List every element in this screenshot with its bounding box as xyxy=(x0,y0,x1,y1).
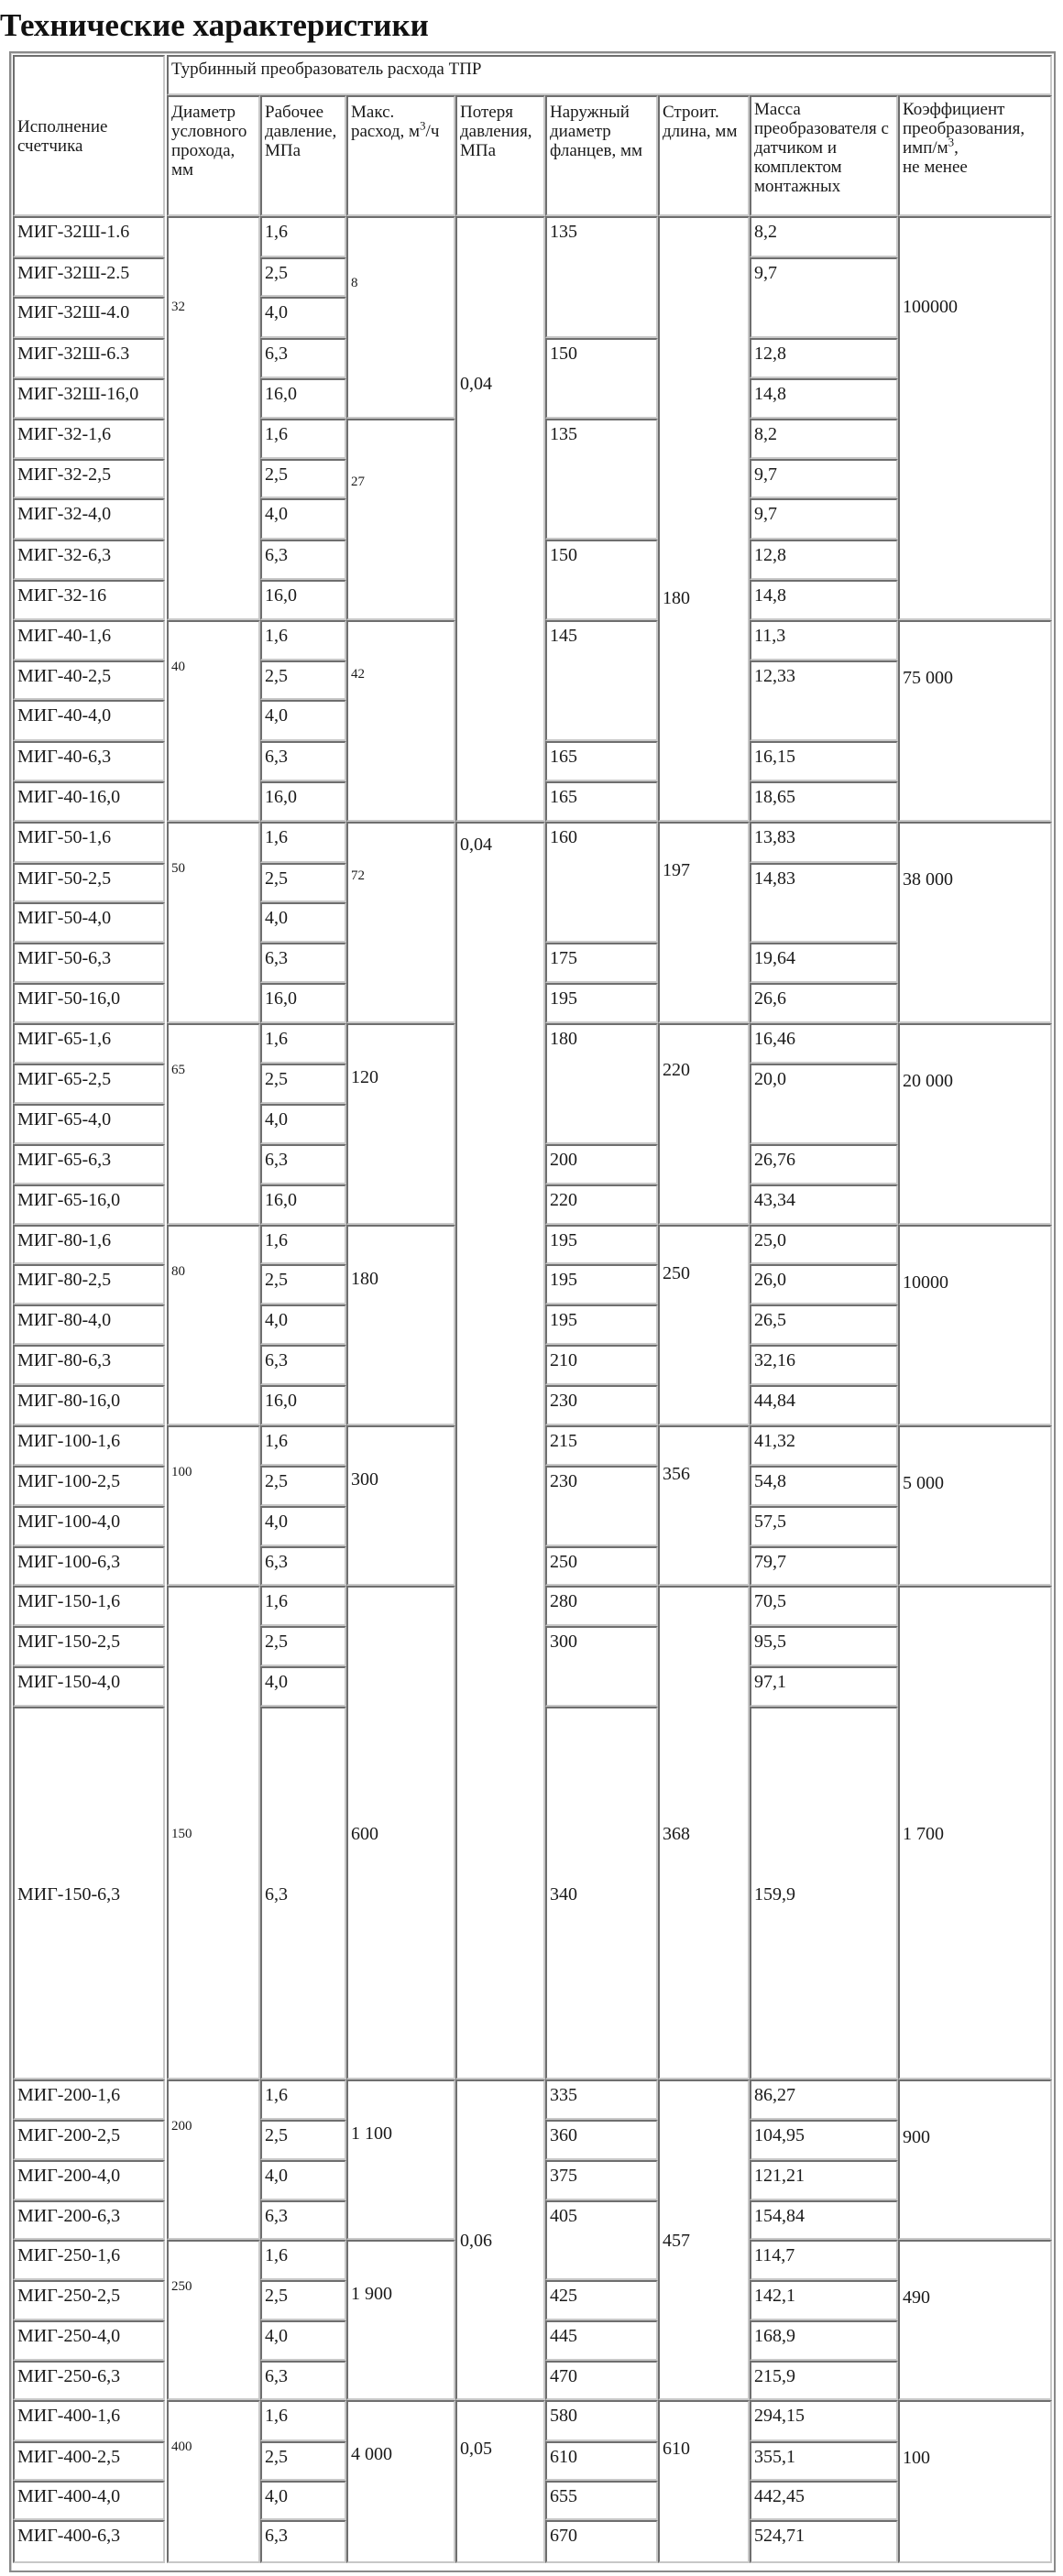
table-row-model: МИГ-150-2,5 xyxy=(13,1626,165,1666)
table-row-pressure: 2,5 xyxy=(260,2441,346,2481)
table-row-model: МИГ-40-4,0 xyxy=(13,700,165,741)
header-pressure-loss xyxy=(455,95,545,216)
table-row-pressure: 6,3 xyxy=(260,741,346,781)
table-row-model: МИГ-50-6,3 xyxy=(13,943,165,983)
header-pressure-text: Рабочее давление, МПа xyxy=(265,103,337,160)
table-row-pressure: 16,0 xyxy=(260,1385,346,1425)
mass-cell: 86,27 xyxy=(750,2079,898,2120)
table-row-pressure: 6,3 xyxy=(260,540,346,580)
diameter-cell: 80 xyxy=(167,1225,260,1425)
diameter-cell: 100 xyxy=(167,1425,260,1586)
mass-cell: 54,8 xyxy=(750,1466,898,1506)
mass-cell: 168,9 xyxy=(750,2320,898,2361)
page-title: Технические характеристики xyxy=(0,7,429,43)
mass-cell: 26,76 xyxy=(750,1144,898,1184)
flange-diameter-cell: 195 xyxy=(545,983,658,1023)
mass-cell: 18,65 xyxy=(750,781,898,822)
header-pressure-loss-text: Потеря давления, МПа xyxy=(460,103,532,160)
table-row-pressure: 2,5 xyxy=(260,2280,346,2320)
mass-cell: 355,1 xyxy=(750,2441,898,2481)
table-row-pressure: 4,0 xyxy=(260,2481,346,2520)
table-row-pressure: 6,3 xyxy=(260,1144,346,1184)
build-length-cell: 180 xyxy=(658,216,750,822)
build-length-cell: 356 xyxy=(658,1425,750,1586)
table-row-pressure: 4,0 xyxy=(260,2160,346,2200)
table-row-pressure: 1,6 xyxy=(260,2079,346,2120)
header-coef-unit: имп/м xyxy=(903,138,948,158)
flange-diameter-cell: 375 xyxy=(545,2160,658,2200)
table-row-model: МИГ-65-16,0 xyxy=(13,1184,165,1225)
mass-cell: 11,3 xyxy=(750,620,898,660)
table-row-pressure: 6,3 xyxy=(260,2200,346,2240)
flange-diameter-cell: 215 xyxy=(545,1425,658,1466)
table-row-pressure: 2,5 xyxy=(260,2120,346,2160)
table-row-model: МИГ-50-2,5 xyxy=(13,863,165,902)
table-row-pressure: 1,6 xyxy=(260,1425,346,1466)
mass-cell: 104,95 xyxy=(750,2120,898,2160)
diameter-cell: 32 xyxy=(167,216,260,620)
build-length-cell: 457 xyxy=(658,2079,750,2400)
header-flange-diameter xyxy=(545,95,658,216)
flange-diameter-cell: 135 xyxy=(545,419,658,540)
mass-cell: 19,64 xyxy=(750,943,898,983)
mass-cell: 9,7 xyxy=(750,498,898,540)
table-row-model: МИГ-40-16,0 xyxy=(13,781,165,822)
build-length-cell: 197 xyxy=(658,822,750,1023)
mass-cell: 70,5 xyxy=(750,1586,898,1626)
flange-diameter-cell: 145 xyxy=(545,620,658,741)
max-flow-cell: 1 900 xyxy=(346,2240,455,2400)
header-pressure xyxy=(260,95,346,216)
table-row-pressure: 6,3 xyxy=(260,338,346,378)
mass-cell: 14,8 xyxy=(750,378,898,419)
pressure-loss-cell: 0,06 xyxy=(455,2079,545,2400)
max-flow-cell: 300 xyxy=(346,1425,455,1586)
table-row-model: МИГ-50-1,6 xyxy=(13,822,165,863)
mass-cell: 442,45 xyxy=(750,2481,898,2520)
table-row-model: МИГ-80-16,0 xyxy=(13,1385,165,1425)
header-coefficient xyxy=(898,95,1052,216)
coefficient-cell: 5 000 xyxy=(898,1425,1052,1586)
table-row-model: МИГ-400-6,3 xyxy=(13,2520,165,2563)
table-row-model: МИГ-200-2,5 xyxy=(13,2120,165,2160)
table-row-model: МИГ-32-16 xyxy=(13,580,165,620)
table-row-model: МИГ-32-6,3 xyxy=(13,540,165,580)
table-row-model: МИГ-50-16,0 xyxy=(13,983,165,1023)
mass-cell: 215,9 xyxy=(750,2361,898,2400)
table-row-pressure: 1,6 xyxy=(260,620,346,660)
header-coef-line1: Коэффициент преобразования, xyxy=(903,100,1025,138)
table-row-pressure: 1,6 xyxy=(260,1586,346,1626)
coefficient-cell: 490 xyxy=(898,2240,1052,2400)
header-diameter-text: Диаметр условного прохода, мм xyxy=(171,103,247,180)
table-row-pressure: 1,6 xyxy=(260,822,346,863)
mass-cell: 57,5 xyxy=(750,1506,898,1546)
table-row-pressure: 1,6 xyxy=(260,419,346,459)
mass-cell: 16,15 xyxy=(750,741,898,781)
coefficient-cell: 75 000 xyxy=(898,620,1052,822)
table-row-pressure: 6,3 xyxy=(260,1707,346,2079)
flange-diameter-cell: 200 xyxy=(545,1144,658,1184)
table-row-model: МИГ-400-2,5 xyxy=(13,2441,165,2481)
header-flange-diameter-text: Наружный диаметр фланцев, мм xyxy=(550,103,643,160)
mass-cell: 44,84 xyxy=(750,1385,898,1425)
diameter-cell: 250 xyxy=(167,2240,260,2400)
flange-diameter-cell: 300 xyxy=(545,1626,658,1707)
coefficient-cell: 900 xyxy=(898,2079,1052,2240)
table-row-model: МИГ-100-2,5 xyxy=(13,1466,165,1506)
table-row-pressure: 2,5 xyxy=(260,257,346,297)
flange-diameter-cell: 470 xyxy=(545,2361,658,2400)
coefficient-cell: 38 000 xyxy=(898,822,1052,1023)
mass-cell: 26,5 xyxy=(750,1304,898,1345)
table-row-pressure: 6,3 xyxy=(260,1546,346,1586)
table-row-pressure: 4,0 xyxy=(260,700,346,741)
max-flow-cell: 72 xyxy=(346,822,455,1023)
header-max-flow-text: Макс. расход, м xyxy=(351,103,421,141)
flange-diameter-cell: 610 xyxy=(545,2441,658,2481)
table-row-model: МИГ-250-4,0 xyxy=(13,2320,165,2361)
flange-diameter-cell: 195 xyxy=(545,1225,658,1264)
table-row-pressure: 2,5 xyxy=(260,1626,346,1666)
table-row-model: МИГ-32-4,0 xyxy=(13,498,165,540)
pressure-loss-cell: 0,04 xyxy=(455,822,545,2079)
pressure-loss-cell: 0,04 xyxy=(455,216,545,822)
header-build-length-text: Строит. длина, мм xyxy=(663,103,738,141)
header-coef-line3: не менее xyxy=(903,158,968,177)
flange-diameter-cell: 180 xyxy=(545,1023,658,1144)
mass-cell: 9,7 xyxy=(750,459,898,498)
header-build-length xyxy=(658,95,750,216)
flange-diameter-cell: 670 xyxy=(545,2520,658,2563)
table-row-pressure: 1,6 xyxy=(260,2240,346,2280)
header-max-flow xyxy=(346,95,455,216)
table-row-model: МИГ-200-6,3 xyxy=(13,2200,165,2240)
table-row-pressure: 1,6 xyxy=(260,2400,346,2441)
header-group-text: Турбинный преобразователь расхода ТПР xyxy=(171,60,482,79)
flange-diameter-cell: 195 xyxy=(545,1304,658,1345)
mass-cell: 95,5 xyxy=(750,1626,898,1666)
specs-table xyxy=(9,51,1056,2572)
table-row-pressure: 1,6 xyxy=(260,1225,346,1264)
max-flow-cell: 4 000 xyxy=(346,2400,455,2563)
flange-diameter-cell: 335 xyxy=(545,2079,658,2120)
diameter-cell: 400 xyxy=(167,2400,260,2563)
table-row-model: МИГ-80-1,6 xyxy=(13,1225,165,1264)
mass-cell: 13,83 xyxy=(750,822,898,863)
table-row-model: МИГ-250-2,5 xyxy=(13,2280,165,2320)
max-flow-cell: 27 xyxy=(346,419,455,620)
table-row-pressure: 1,6 xyxy=(260,216,346,257)
mass-cell: 14,8 xyxy=(750,580,898,620)
flange-diameter-cell: 340 xyxy=(545,1707,658,2079)
table-row-pressure: 4,0 xyxy=(260,1304,346,1345)
flange-diameter-cell: 175 xyxy=(545,943,658,983)
table-row-model: МИГ-32-2,5 xyxy=(13,459,165,498)
flange-diameter-cell: 405 xyxy=(545,2200,658,2280)
table-row-model: МИГ-100-1,6 xyxy=(13,1425,165,1466)
table-row-model: МИГ-150-6,3 xyxy=(13,1707,165,2079)
mass-cell: 12,8 xyxy=(750,540,898,580)
table-row-model: МИГ-40-6,3 xyxy=(13,741,165,781)
flange-diameter-cell: 280 xyxy=(545,1586,658,1626)
table-row-model: МИГ-400-4,0 xyxy=(13,2481,165,2520)
table-row-model: МИГ-65-1,6 xyxy=(13,1023,165,1064)
flange-diameter-cell: 165 xyxy=(545,741,658,781)
mass-cell: 8,2 xyxy=(750,216,898,257)
max-flow-cell: 120 xyxy=(346,1023,455,1225)
table-row-model: МИГ-100-6,3 xyxy=(13,1546,165,1586)
diameter-cell: 65 xyxy=(167,1023,260,1225)
mass-cell: 25,0 xyxy=(750,1225,898,1264)
mass-cell: 8,2 xyxy=(750,419,898,459)
diameter-cell: 50 xyxy=(167,822,260,1023)
header-mass-text: Масса преобразователя с датчиком и комплектом монтажных xyxy=(754,100,889,196)
coefficient-cell: 1 700 xyxy=(898,1586,1052,2079)
table-row-pressure: 4,0 xyxy=(260,1104,346,1144)
coefficient-cell: 100000 xyxy=(898,216,1052,620)
table-row-model: МИГ-40-2,5 xyxy=(13,660,165,700)
table-row-model: МИГ-100-4,0 xyxy=(13,1506,165,1546)
table-row-model: МИГ-250-6,3 xyxy=(13,2361,165,2400)
mass-cell: 12,8 xyxy=(750,338,898,378)
diameter-cell: 200 xyxy=(167,2079,260,2240)
mass-cell: 26,0 xyxy=(750,1264,898,1304)
table-row-pressure: 4,0 xyxy=(260,498,346,540)
mass-cell: 20,0 xyxy=(750,1064,898,1144)
build-length-cell: 610 xyxy=(658,2400,750,2563)
mass-cell: 9,7 xyxy=(750,257,898,338)
mass-cell: 43,34 xyxy=(750,1184,898,1225)
max-flow-cell: 180 xyxy=(346,1225,455,1425)
table-row-pressure: 16,0 xyxy=(260,580,346,620)
table-row-model: МИГ-65-4,0 xyxy=(13,1104,165,1144)
diameter-cell: 40 xyxy=(167,620,260,822)
table-row-pressure: 4,0 xyxy=(260,2320,346,2361)
table-row-pressure: 4,0 xyxy=(260,902,346,943)
mass-cell: 294,15 xyxy=(750,2400,898,2441)
table-row-model: МИГ-80-2,5 xyxy=(13,1264,165,1304)
max-flow-cell: 8 xyxy=(346,216,455,419)
table-row-pressure: 6,3 xyxy=(260,2520,346,2563)
flange-diameter-cell: 150 xyxy=(545,338,658,419)
max-flow-cell: 600 xyxy=(346,1586,455,2079)
table-row-model: МИГ-32Ш-6.3 xyxy=(13,338,165,378)
mass-cell: 154,84 xyxy=(750,2200,898,2240)
table-row-model: МИГ-65-2,5 xyxy=(13,1064,165,1104)
header-max-flow-suffix: /ч xyxy=(425,122,440,141)
flange-diameter-cell: 150 xyxy=(545,540,658,620)
table-row-model: МИГ-80-4,0 xyxy=(13,1304,165,1345)
table-row-pressure: 2,5 xyxy=(260,459,346,498)
flange-diameter-cell: 230 xyxy=(545,1385,658,1425)
table-row-model: МИГ-50-4,0 xyxy=(13,902,165,943)
flange-diameter-cell: 425 xyxy=(545,2280,658,2320)
table-row-pressure: 6,3 xyxy=(260,1345,346,1385)
mass-cell: 524,71 xyxy=(750,2520,898,2563)
coefficient-cell: 100 xyxy=(898,2400,1052,2563)
flange-diameter-cell: 655 xyxy=(545,2481,658,2520)
mass-cell: 142,1 xyxy=(750,2280,898,2320)
table-row-pressure: 16,0 xyxy=(260,983,346,1023)
table-row-pressure: 1,6 xyxy=(260,1023,346,1064)
table-row-pressure: 4,0 xyxy=(260,297,346,338)
build-length-cell: 368 xyxy=(658,1586,750,2079)
mass-cell: 12,33 xyxy=(750,660,898,741)
table-row-pressure: 16,0 xyxy=(260,781,346,822)
mass-cell: 32,16 xyxy=(750,1345,898,1385)
table-row-model: МИГ-65-6,3 xyxy=(13,1144,165,1184)
table-row-model: МИГ-400-1,6 xyxy=(13,2400,165,2441)
flange-diameter-cell: 360 xyxy=(545,2120,658,2160)
header-coef-unit-sup: 3 xyxy=(948,135,955,149)
table-row-pressure: 16,0 xyxy=(260,1184,346,1225)
max-flow-cell: 1 100 xyxy=(346,2079,455,2240)
table-row-pressure: 2,5 xyxy=(260,1466,346,1506)
build-length-cell: 250 xyxy=(658,1225,750,1425)
table-row-model: МИГ-80-6,3 xyxy=(13,1345,165,1385)
header-mass xyxy=(750,95,898,216)
table-row-model: МИГ-32Ш-4.0 xyxy=(13,297,165,338)
flange-diameter-cell: 165 xyxy=(545,781,658,822)
header-counter-version xyxy=(13,55,165,216)
header-coef-unit-suffix: , xyxy=(954,138,959,158)
header-counter-version-text: Исполнение счетчика xyxy=(17,116,108,156)
flange-diameter-cell: 210 xyxy=(545,1345,658,1385)
table-row-model: МИГ-32-1,6 xyxy=(13,419,165,459)
pressure-loss-cell: 0,05 xyxy=(455,2400,545,2563)
flange-diameter-cell: 160 xyxy=(545,822,658,943)
flange-diameter-cell: 250 xyxy=(545,1546,658,1586)
table-row-model: МИГ-32Ш-1.6 xyxy=(13,216,165,257)
flange-diameter-cell: 580 xyxy=(545,2400,658,2441)
table-row-pressure: 16,0 xyxy=(260,378,346,419)
flange-diameter-cell: 230 xyxy=(545,1466,658,1546)
header-group xyxy=(167,55,1052,95)
table-row-pressure: 4,0 xyxy=(260,1666,346,1707)
mass-cell: 159,9 xyxy=(750,1707,898,2079)
mass-cell: 14,83 xyxy=(750,863,898,943)
coefficient-cell: 20 000 xyxy=(898,1023,1052,1225)
mass-cell: 16,46 xyxy=(750,1023,898,1064)
table-row-pressure: 2,5 xyxy=(260,660,346,700)
mass-cell: 97,1 xyxy=(750,1666,898,1707)
flange-diameter-cell: 195 xyxy=(545,1264,658,1304)
table-row-model: МИГ-200-4,0 xyxy=(13,2160,165,2200)
table-row-model: МИГ-150-4,0 xyxy=(13,1666,165,1707)
table-row-pressure: 2,5 xyxy=(260,1264,346,1304)
table-row-pressure: 6,3 xyxy=(260,2361,346,2400)
mass-cell: 121,21 xyxy=(750,2160,898,2200)
table-row-model: МИГ-200-1,6 xyxy=(13,2079,165,2120)
max-flow-cell: 42 xyxy=(346,620,455,822)
flange-diameter-cell: 135 xyxy=(545,216,658,338)
table-row-model: МИГ-40-1,6 xyxy=(13,620,165,660)
table-row-model: МИГ-32Ш-2.5 xyxy=(13,257,165,297)
table-row-pressure: 4,0 xyxy=(260,1506,346,1546)
coefficient-cell: 10000 xyxy=(898,1225,1052,1425)
table-row-pressure: 2,5 xyxy=(260,1064,346,1104)
mass-cell: 26,6 xyxy=(750,983,898,1023)
mass-cell: 79,7 xyxy=(750,1546,898,1586)
mass-cell: 114,7 xyxy=(750,2240,898,2280)
diameter-cell: 150 xyxy=(167,1586,260,2079)
flange-diameter-cell: 445 xyxy=(545,2320,658,2361)
table-row-model: МИГ-150-1,6 xyxy=(13,1586,165,1626)
table-row-model: МИГ-250-1,6 xyxy=(13,2240,165,2280)
header-max-flow-sup: 3 xyxy=(420,118,426,133)
table-row-pressure: 2,5 xyxy=(260,863,346,902)
build-length-cell: 220 xyxy=(658,1023,750,1225)
table-row-pressure: 6,3 xyxy=(260,943,346,983)
flange-diameter-cell: 220 xyxy=(545,1184,658,1225)
mass-cell: 41,32 xyxy=(750,1425,898,1466)
header-diameter xyxy=(167,95,260,216)
table-row-model: МИГ-32Ш-16,0 xyxy=(13,378,165,419)
